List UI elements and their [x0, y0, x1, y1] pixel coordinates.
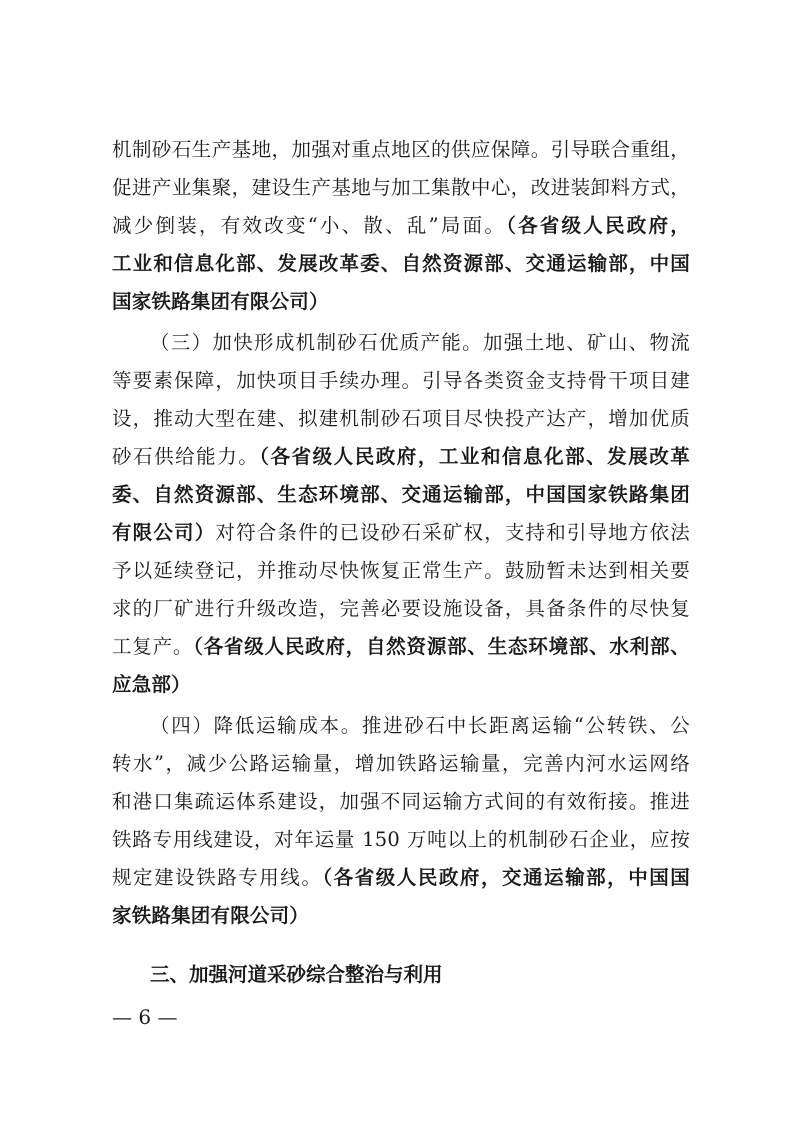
text-line — [112, 672, 690, 698]
body-text: 等要素保障，加快项目手续办理。引导各类资金支持骨干项目建 — [112, 369, 690, 392]
bold-text: （各省级人民政府，交通运输部，中国国 — [322, 866, 690, 889]
body-text: 机制砂石生产基地，加强对重点地区的供应保障。引导联合重组， — [112, 138, 690, 161]
page-number: — 6 — — [112, 1005, 178, 1029]
text-line — [150, 330, 690, 356]
text-line — [112, 827, 690, 853]
text-line — [112, 137, 690, 163]
text-line — [112, 289, 690, 315]
bold-text: 工业和信息化部、发展改革委、自然资源部、交通运输部，中国 — [112, 252, 690, 275]
body-text: 推进砂石中长距离运输“公转铁、公 — [361, 714, 690, 737]
bold-text: （各省级人民政府，自然资源部、生态环境部、水利部、 — [193, 635, 690, 658]
text-line — [112, 558, 690, 584]
text-line — [112, 751, 690, 777]
text-line — [112, 865, 690, 891]
body-text: 设，推动大型在建、拟建机制砂石项目尽快投产达产，增加优质 — [112, 407, 690, 430]
bold-text: 应急部） — [112, 673, 191, 696]
text-line — [112, 634, 690, 660]
body-text: （四）降低运输成本。 — [150, 714, 362, 737]
bold-text: 国家铁路集团有限公司） — [112, 290, 329, 313]
body-text: 促进产业集聚，建设生产基地与加工集散中心，改进装卸料方式， — [112, 176, 690, 199]
body-text: 对符合条件的已设砂石采矿权，支持和引导地方依法 — [215, 521, 690, 544]
text-line — [112, 175, 690, 201]
text-line — [112, 406, 690, 432]
body-text: 工复产。 — [112, 635, 194, 658]
text-line — [112, 596, 690, 622]
bold-text: 有限公司） — [112, 521, 216, 544]
body-text: 砂石供给能力。 — [112, 445, 260, 468]
body-text: 转水”，减少公路运输量，增加铁路运输量，完善内河水运网络 — [112, 752, 690, 775]
body-text: 和港口集疏运体系建设，加强不同运输方式间的有效衔接。推进 — [112, 790, 690, 813]
body-text: 铁路专用线建设，对年运量 150 万吨以上的机制砂石企业，应按 — [112, 828, 690, 851]
text-line — [112, 789, 690, 815]
body-text: 规定建设铁路专用线。 — [112, 866, 323, 889]
body-text: （三）加快形成机制砂石优质产能。 — [150, 331, 483, 354]
text-line — [150, 713, 690, 739]
section-heading: 三、加强河道采砂综合整治与利用 — [150, 963, 443, 986]
body-text: 减少倒装，有效改变“小、散、乱”局面。 — [112, 214, 507, 237]
bold-text: 委、自然资源部、生态环境部、交通运输部，中国国家铁路集团 — [112, 483, 690, 506]
text-line — [112, 520, 690, 546]
bold-text: （各省级人民政府， — [506, 214, 690, 237]
text-line — [112, 251, 690, 277]
text-line — [112, 444, 690, 470]
text-line — [112, 482, 690, 508]
text-line — [112, 368, 690, 394]
text-line — [112, 213, 690, 239]
body-text: 予以延续登记，并推动尽快恢复正常生产。鼓励暂未达到相关要 — [112, 559, 690, 582]
text-line — [112, 903, 690, 929]
body-text: 加强土地、矿山、物流 — [482, 331, 690, 354]
bold-text: 家铁路集团有限公司） — [112, 904, 310, 927]
bold-text: （各省级人民政府，工业和信息化部、发展改革 — [259, 445, 691, 468]
body-text: 求的厂矿进行升级改造，完善必要设施设备，具备条件的尽快复 — [112, 597, 690, 620]
